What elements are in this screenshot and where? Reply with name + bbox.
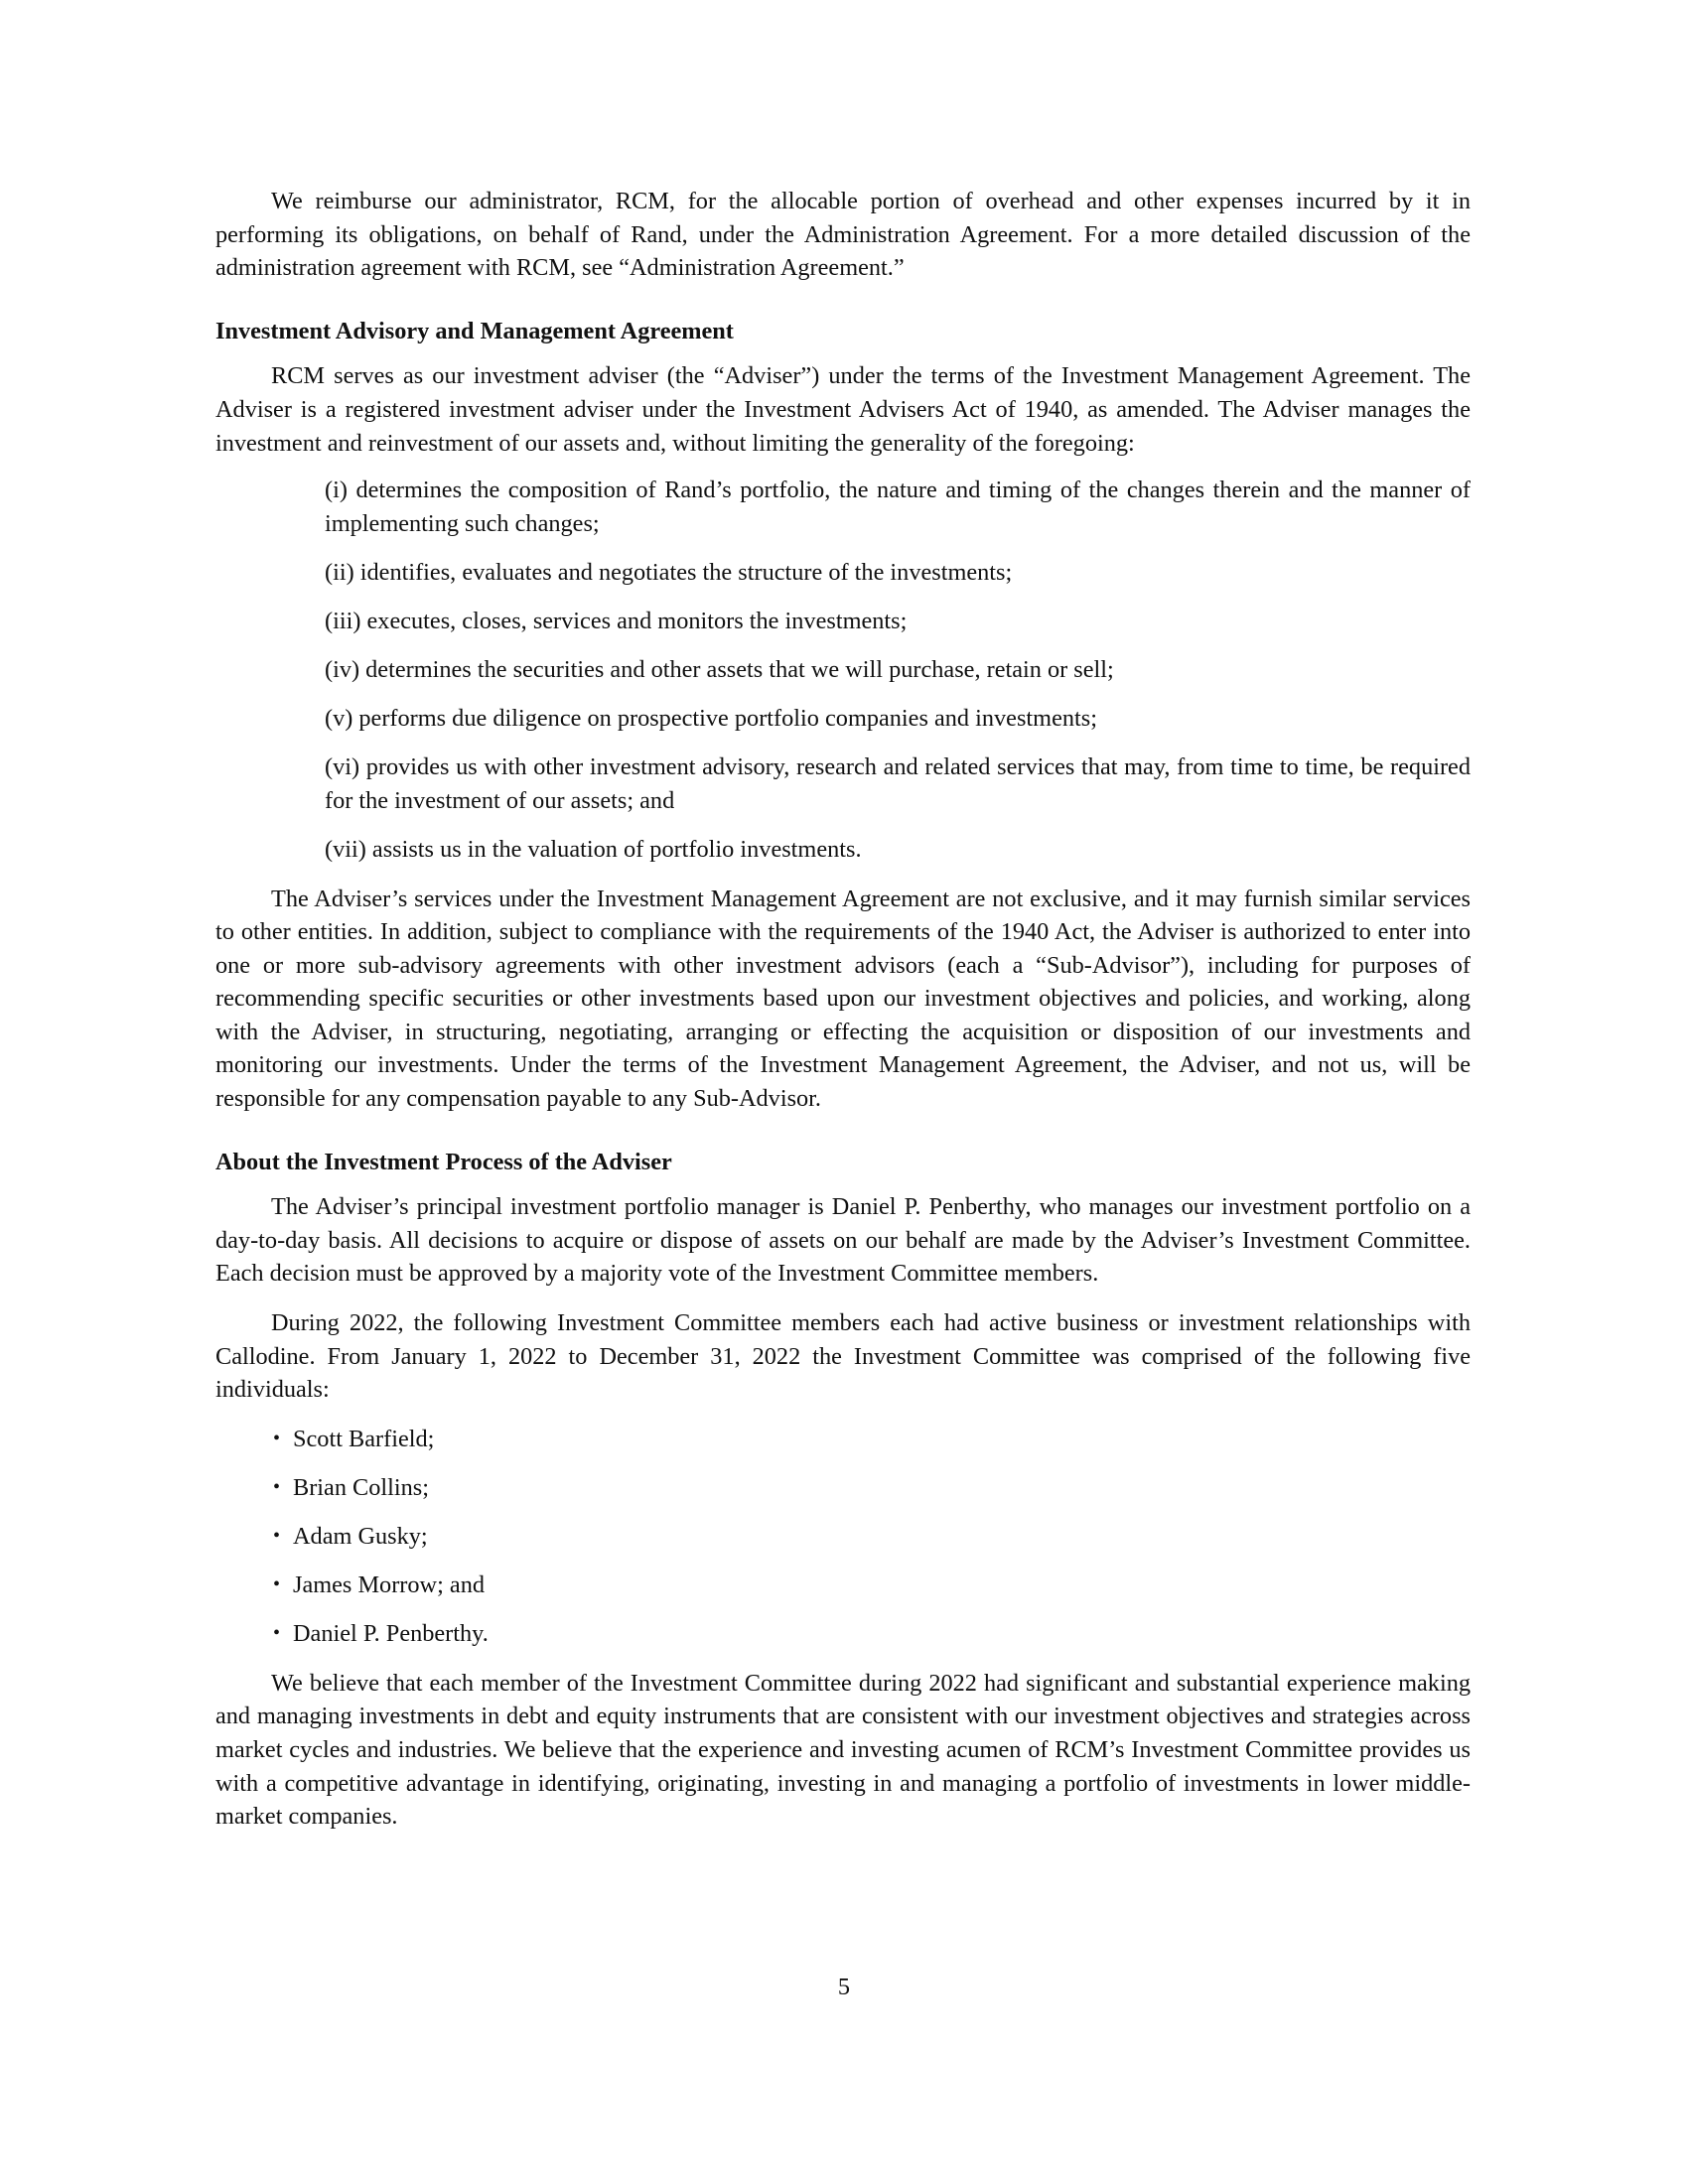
intro-paragraph: We reimburse our administrator, RCM, for the allocable portion of overhead and other expenses incurred by it in performing its obligations, on behalf of Rand, under the Administration Agreement. For a more detailed discussion of the administration agreement with RCM, see “Administration Agreement.” — [215, 188, 1471, 282]
duty-item: (i) determines the composition of Rand’s portfolio, the nature and timing of the changes therein and the manner of implementing such changes; — [325, 477, 1471, 537]
duty-item: (iv) determines the securities and other assets that we will purchase, retain or sell; — [325, 656, 1114, 684]
bullet-icon: • — [273, 1622, 281, 1645]
bullet-icon: • — [273, 1573, 281, 1596]
committee-member-name: Brian Collins; — [293, 1473, 430, 1501]
section-heading-advisory-agreement: Investment Advisory and Management Agreement — [215, 317, 734, 344]
committee-member-item — [273, 1423, 1471, 1456]
advisory-paragraph-2: The Adviser’s services under the Investment Management Agreement are not exclusive, and it may furnish similar services to other entities. In addition, subject to compliance with the requirements of the 1940 Act, the Adviser is authorized to enter into one or more sub-advisory agreements with other investment advisors (each a “Sub-Advisor”), including for purposes of recommending specific securities or other investments based upon our investment objectives and policies, and working, along with the Adviser, in structuring, negotiating, arranging or effecting the acquisition or disposition of our investments and monitoring our investments. Under the terms of the Investment Management Agreement, the Adviser, and not us, will be responsible for any compensation payable to any Sub-Advisor. — [215, 885, 1471, 1113]
duty-item: (vii) assists us in the valuation of portfolio investments. — [325, 835, 862, 863]
committee-member-item — [273, 1520, 1471, 1554]
committee-member-name: James Morrow; and — [293, 1571, 485, 1599]
page-number: 5 — [837, 1974, 851, 2000]
committee-member-item — [273, 1569, 1471, 1602]
committee-member-item — [273, 1471, 1471, 1505]
committee-member-item — [273, 1617, 1471, 1651]
bullet-icon: • — [273, 1475, 281, 1498]
bullet-icon: • — [273, 1525, 281, 1547]
committee-member-name: Adam Gusky; — [293, 1523, 428, 1550]
document-page — [215, 185, 1471, 1834]
duty-item: (vi) provides us with other investment advisory, research and related services that may, from time to time, be required for the investment of our assets; and — [325, 753, 1471, 814]
committee-members-list — [215, 1423, 1471, 1651]
duty-item: (ii) identifies, evaluates and negotiates the structure of the investments; — [325, 558, 1013, 586]
duty-item: (iii) executes, closes, services and monitors the investments; — [325, 607, 908, 634]
bullet-icon: • — [273, 1427, 281, 1449]
process-paragraph-1: The Adviser’s principal investment portfolio manager is Daniel P. Penberthy, who manages our investment portfolio on a day-to-day basis. All decisions to acquire or dispose of assets on our behalf are made by the Adviser’s Investment Committee. Each decision must be approved by a majority vote of the Investment Committee members. — [215, 1193, 1471, 1288]
committee-member-name: Daniel P. Penberthy. — [293, 1620, 489, 1648]
adviser-duties-list — [215, 474, 1471, 866]
committee-member-name: Scott Barfield; — [293, 1425, 435, 1452]
advisory-paragraph-1: RCM serves as our investment adviser (the “Adviser”) under the terms of the Investment Management Agreement. The Adviser is a registered investment adviser under the Investment Advisers Act of 1940, as amended. The Adviser manages the investment and reinvestment of our assets and, without limiting the generality of the foregoing: — [215, 362, 1471, 457]
section-heading-investment-process: About the Investment Process of the Adviser — [215, 1148, 672, 1175]
process-paragraph-2: During 2022, the following Investment Committee members each had active business or investment relationships with Callodine. From January 1, 2022 to December 31, 2022 the Investment Committee was comprised of the following five individuals: — [215, 1309, 1471, 1404]
process-paragraph-3: We believe that each member of the Investment Committee during 2022 had significant and substantial experience making and managing investments in debt and equity instruments that are consistent with our investment objectives and strategies across market cycles and industries. We believe that the experience and investing acumen of RCM’s Investment Committee provides us with a competitive advantage in identifying, originating, investing in and managing a portfolio of investments in lower middle-market companies. — [215, 1669, 1471, 1831]
duty-item: (v) performs due diligence on prospective portfolio companies and investments; — [325, 705, 1097, 733]
